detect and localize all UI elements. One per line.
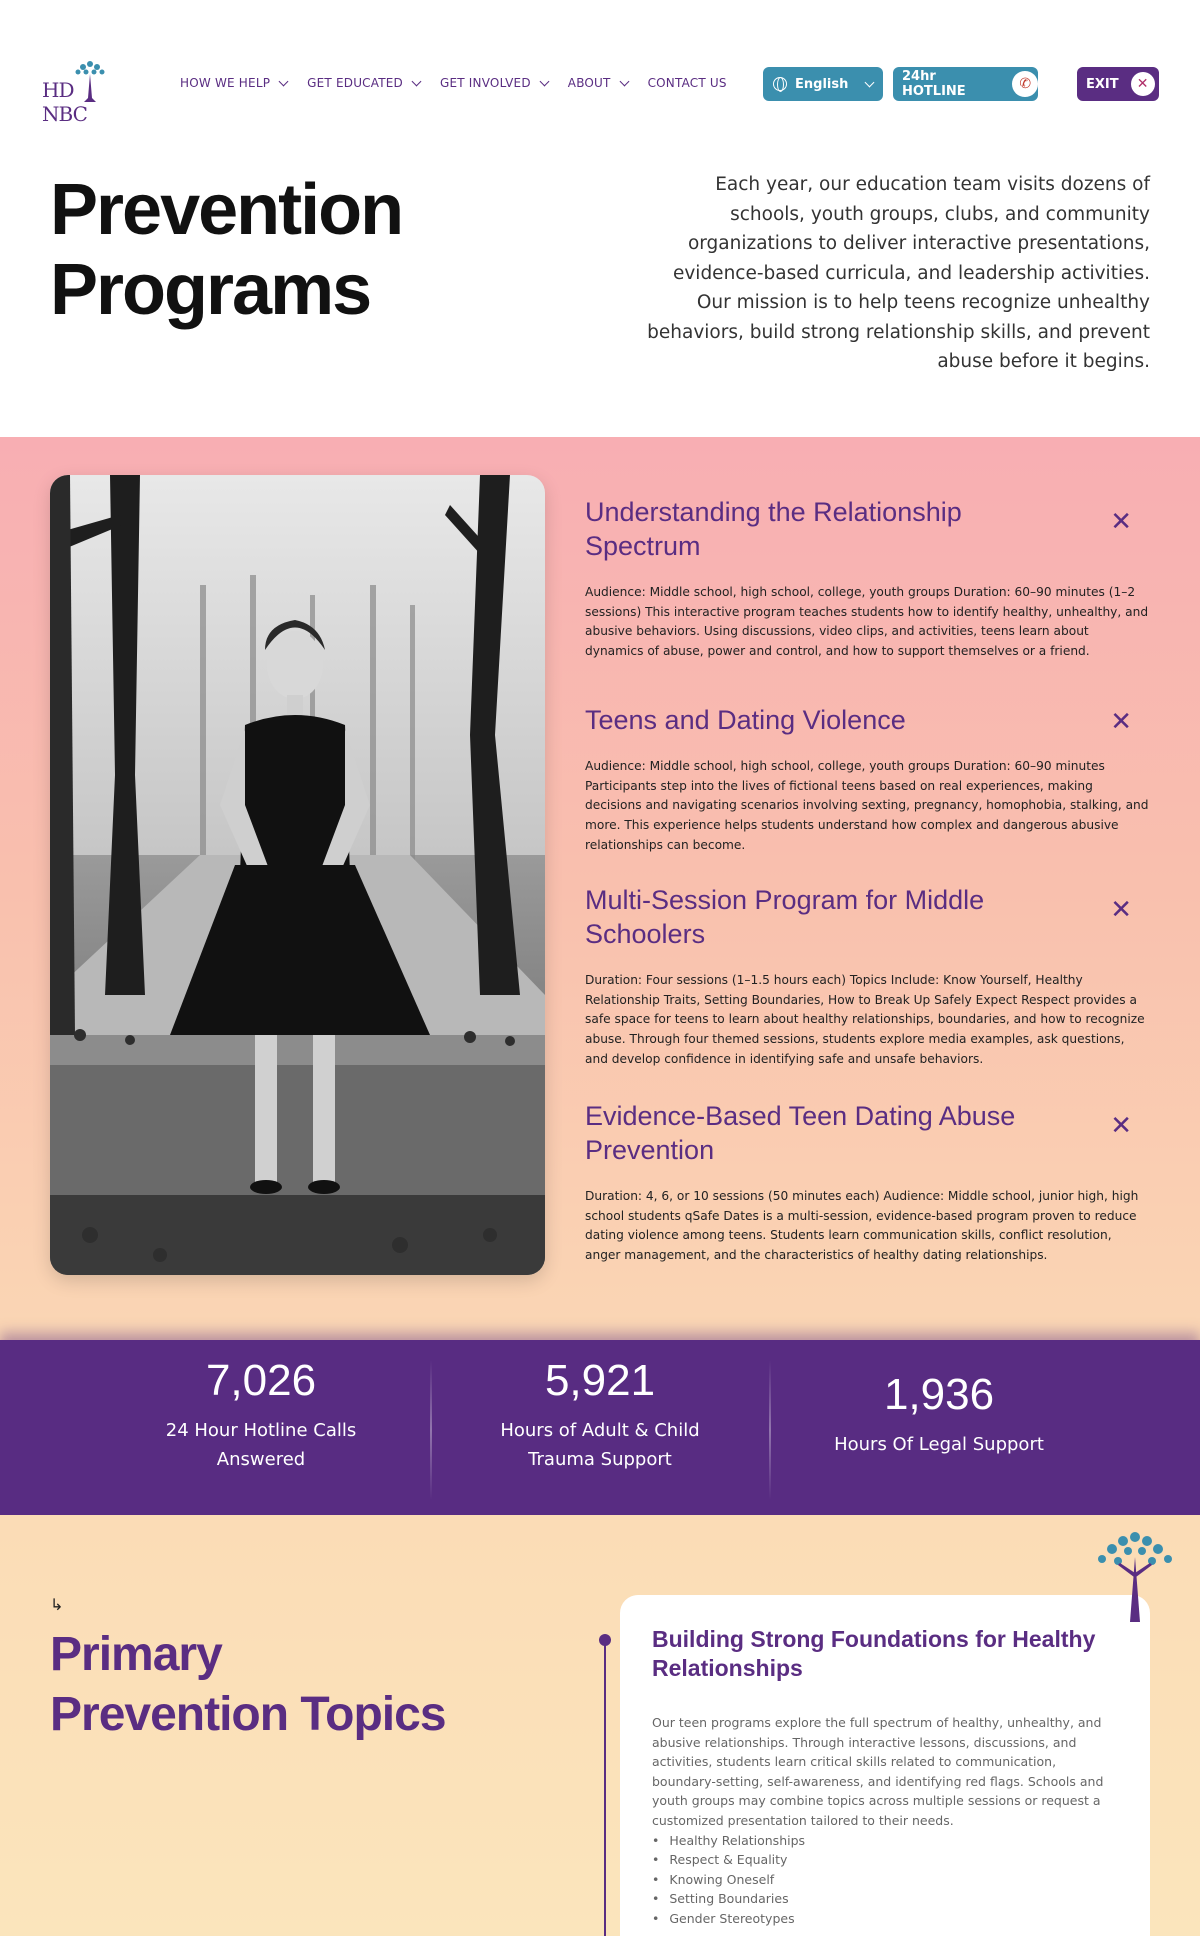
accordion-title[interactable]: Multi-Session Program for Middle Schoolers — [585, 885, 985, 949]
phone-icon: ✆ — [1012, 71, 1038, 97]
exit-label: EXIT — [1086, 76, 1119, 92]
hotline-button[interactable] — [893, 67, 1038, 101]
stat-label: Hours of Adult & Child Trauma Support — [500, 1420, 700, 1470]
main-nav — [180, 76, 727, 90]
accordion-body: Audience: Middle school, high school, college, youth groups Duration: 60–90 minutes (1–2 sessions) This interactive program teaches students how to identify healthy, unhealthy, and abusive behaviors. Using discussions, video clips, and activities, teens learn about dynamics of abuse, power and control, and how to support themselves or a friend. — [585, 585, 1149, 659]
site-header — [0, 0, 1200, 170]
accordion-title[interactable]: Teens and Dating Violence — [585, 705, 906, 735]
tree-icon — [1090, 1527, 1180, 1622]
close-icon: ✕ — [1131, 72, 1155, 96]
language-label: English — [795, 76, 849, 92]
chevron-down-icon — [619, 76, 629, 86]
topic-card — [620, 1595, 1150, 1936]
page-title-line2: Programs — [50, 250, 371, 330]
topic-card-body: Our teen programs explore the full spectrum of healthy, unhealthy, and abusive relationships. Through interactive lessons, discussions, and activities, students learn critical skills related to communication, boundary-setting, self-awareness, and identifying red flags. Schools and youth groups may combine topics across multiple sessions or request a customized presentation tailored to their needs. — [652, 1715, 1104, 1828]
page-title — [50, 170, 402, 330]
accordion-body: Duration: 4, 6, or 10 sessions (50 minutes each) Audience: Middle school, junior high, high school students qSafe Dates is a multi-session, evidence-based program proven to reduce dating violence among teens. Students learn communication skills, conflict resolution, anger management, and the characteristics of healthy dating relationships. — [585, 1189, 1139, 1263]
exit-button[interactable] — [1077, 67, 1159, 101]
nav-about[interactable]: ABOUT — [568, 76, 628, 90]
stat-trauma-support — [430, 1340, 770, 1515]
nav-contact-us[interactable]: CONTACT US — [647, 76, 727, 90]
stat-value: 7,026 — [205, 1356, 317, 1405]
accordion-item — [585, 703, 1150, 883]
stats-band — [0, 1340, 1200, 1515]
topics-section — [0, 1515, 1200, 1936]
chevron-down-icon — [412, 76, 422, 86]
return-arrow-icon: ↳ — [50, 1595, 64, 1614]
stat-value: 1,936 — [883, 1370, 995, 1419]
language-select[interactable] — [763, 67, 883, 101]
stat-label: Hours Of Legal Support — [834, 1434, 1044, 1455]
close-icon[interactable]: ✕ — [1110, 507, 1132, 537]
stat-hotline-calls — [91, 1340, 431, 1515]
globe-icon — [773, 77, 787, 91]
nav-get-involved[interactable]: GET INVOLVED — [440, 76, 548, 90]
nav-get-educated[interactable]: GET EDUCATED — [307, 76, 420, 90]
close-icon[interactable]: ✕ — [1110, 707, 1132, 737]
topics-title: Primary Prevention Topics — [50, 1628, 446, 1741]
close-icon[interactable]: ✕ — [1110, 895, 1132, 925]
hero-description: Each year, our education team visits dozens of schools, youth groups, clubs, and community organizations to deliver interactive presentations, evidence-based curricula, and leadership activities. Our mission is to help teens recognize unhealthy behaviors, build strong relationship skills, and prevent abuse before it begins. — [647, 174, 1150, 372]
nav-how-we-help[interactable]: HOW WE HELP — [180, 76, 287, 90]
page-title-line1: Prevention — [50, 170, 403, 250]
chevron-down-icon — [279, 76, 289, 86]
list-item: • Knowing Oneself — [652, 1870, 1118, 1890]
logo[interactable] — [42, 58, 132, 126]
stat-legal-support — [769, 1340, 1109, 1515]
woman-on-bench-photo — [50, 475, 545, 1275]
list-item: • Gender Stereotypes — [652, 1909, 1118, 1929]
accordion-body: Duration: Four sessions (1–1.5 hours each) Topics Include: Know Yourself, Healthy Relationship Traits, Setting Boundaries, How to Break Up Safely Expect Respect provides a safe space for teens to learn about healthy relationships, boundaries, and how to recognize abuse. Through four themed sessions, students explore media examples, ask questions, and develop confidence in identifying safe and unsafe behaviors. — [585, 973, 1145, 1066]
chevron-down-icon — [865, 77, 875, 87]
stat-value: 5,921 — [544, 1356, 656, 1405]
chevron-down-icon — [539, 76, 549, 86]
topic-list — [652, 1831, 1118, 1929]
list-item: • Respect & Equality — [652, 1850, 1118, 1870]
list-item: • Setting Boundaries — [652, 1889, 1118, 1909]
accordion-title[interactable]: Understanding the Relationship Spectrum — [585, 497, 962, 561]
timeline-line — [604, 1639, 606, 1936]
timeline-dot — [599, 1634, 611, 1646]
accordion-item — [585, 495, 1150, 703]
close-icon[interactable]: ✕ — [1110, 1111, 1132, 1141]
programs-section — [0, 437, 1200, 1340]
logo-text: HDNBC — [42, 78, 87, 126]
stat-label: 24 Hour Hotline Calls Answered — [165, 1420, 357, 1470]
accordion-item — [585, 1099, 1150, 1266]
topic-card-title: Building Strong Foundations for Healthy Relationships — [652, 1626, 1096, 1681]
hotline-label: 24hr HOTLINE — [902, 69, 966, 99]
list-item: • Healthy Relationships — [652, 1831, 1118, 1851]
accordion-title[interactable]: Evidence-Based Teen Dating Abuse Prevention — [585, 1101, 1016, 1165]
programs-accordion — [585, 495, 1150, 1266]
accordion-item — [585, 883, 1150, 1099]
accordion-body: Audience: Middle school, high school, college, youth groups Duration: 60–90 minutes Participants step into the lives of fictional teens based on real experiences, making decisions and navigating scenarios involving sexting, pregnancy, homophobia, stalking, and more. This experience helps students understand how complex and dangerous abusive relationships can become. — [585, 759, 1149, 852]
